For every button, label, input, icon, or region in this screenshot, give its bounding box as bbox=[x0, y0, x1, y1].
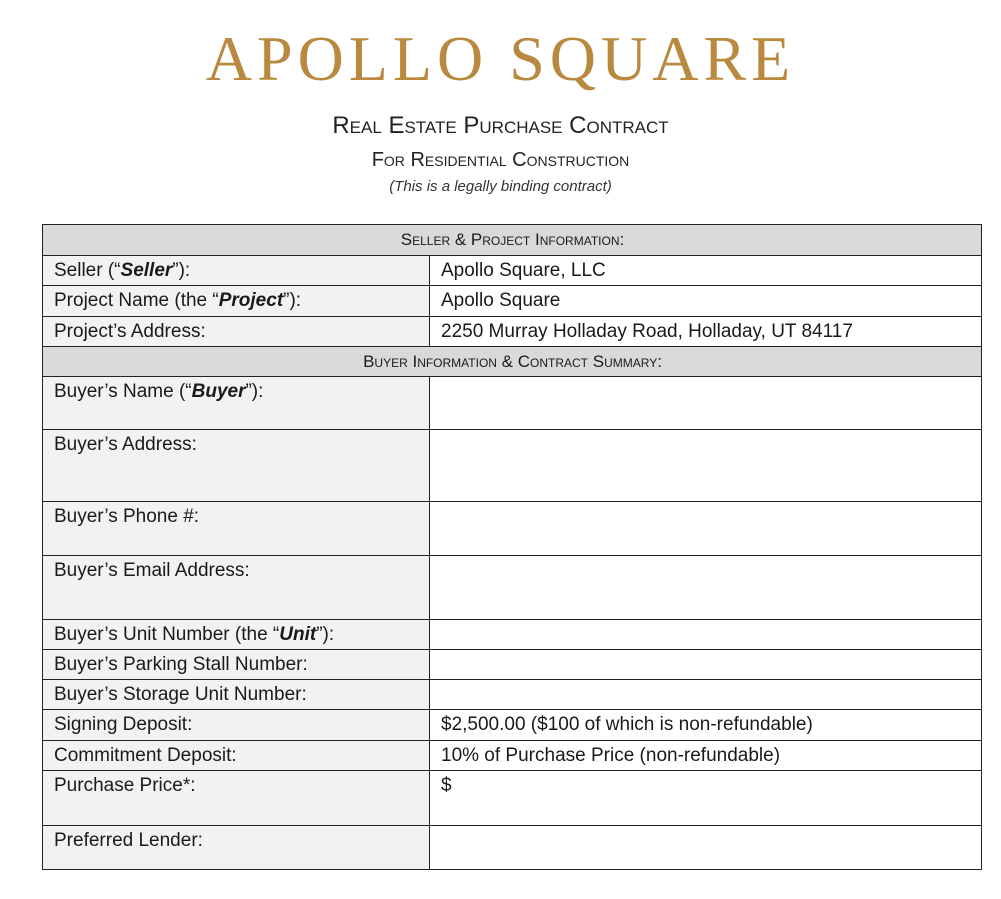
table-row bbox=[43, 286, 982, 317]
section-header-row bbox=[43, 347, 982, 377]
buyer-parking-field[interactable] bbox=[430, 650, 982, 680]
document-subtitle: For Residential Construction bbox=[371, 149, 630, 171]
table-row bbox=[43, 256, 982, 286]
buyer-unit-label: Buyer’s Unit Number (the “Unit”): bbox=[43, 620, 430, 650]
buyer-unit-field[interactable] bbox=[430, 620, 982, 650]
buyer-storage-label: Buyer’s Storage Unit Number: bbox=[43, 680, 430, 710]
purchase-price-label: Purchase Price*: bbox=[43, 771, 430, 826]
buyer-parking-label: Buyer’s Parking Stall Number: bbox=[43, 650, 430, 680]
buyer-address-field[interactable] bbox=[430, 430, 982, 502]
commitment-deposit-label: Commitment Deposit: bbox=[43, 741, 430, 771]
project-address-label: Project’s Address: bbox=[43, 317, 430, 347]
table-row bbox=[43, 826, 982, 870]
table-row bbox=[43, 377, 982, 430]
buyer-name-field[interactable] bbox=[430, 377, 982, 430]
buyer-email-label: Buyer’s Email Address: bbox=[43, 556, 430, 620]
buyer-address-label: Buyer’s Address: bbox=[43, 430, 430, 502]
document-title: Real Estate Purchase Contract bbox=[332, 112, 669, 139]
project-address-value: 2250 Murray Holladay Road, Holladay, UT 84117 bbox=[430, 317, 982, 347]
project-name-label: Project Name (the “Project”): bbox=[43, 286, 430, 317]
buyer-phone-field[interactable] bbox=[430, 502, 982, 556]
buyer-name-label: Buyer’s Name (“Buyer”): bbox=[43, 377, 430, 430]
table-row bbox=[43, 650, 982, 680]
buyer-section-heading: Buyer Information & Contract Summary: bbox=[43, 347, 982, 377]
seller-section-heading: Seller & Project Information: bbox=[43, 225, 982, 256]
table-row bbox=[43, 317, 982, 347]
commitment-deposit-value: 10% of Purchase Price (non-refundable) bbox=[430, 741, 982, 771]
table-row bbox=[43, 502, 982, 556]
project-name-value: Apollo Square bbox=[430, 286, 982, 317]
buyer-email-field[interactable] bbox=[430, 556, 982, 620]
section-header-row bbox=[43, 225, 982, 256]
legal-note: (This is a legally binding contract) bbox=[389, 178, 612, 195]
buyer-phone-label: Buyer’s Phone #: bbox=[43, 502, 430, 556]
purchase-price-field[interactable]: $ bbox=[430, 771, 982, 826]
signing-deposit-label: Signing Deposit: bbox=[43, 710, 430, 741]
buyer-storage-field[interactable] bbox=[430, 680, 982, 710]
table-row bbox=[43, 710, 982, 741]
table-row bbox=[43, 620, 982, 650]
table-row bbox=[43, 771, 982, 826]
table-row bbox=[43, 680, 982, 710]
seller-value: Apollo Square, LLC bbox=[430, 256, 982, 286]
brand-logo-text: APOLLO SQUARE bbox=[205, 23, 796, 94]
table-row bbox=[43, 741, 982, 771]
preferred-lender-label: Preferred Lender: bbox=[43, 826, 430, 870]
table-row bbox=[43, 556, 982, 620]
signing-deposit-value: $2,500.00 ($100 of which is non-refundable) bbox=[430, 710, 982, 741]
table-row bbox=[43, 430, 982, 502]
preferred-lender-field[interactable] bbox=[430, 826, 982, 870]
contract-summary-table bbox=[42, 224, 982, 870]
seller-label: Seller (“Seller”): bbox=[43, 256, 430, 286]
